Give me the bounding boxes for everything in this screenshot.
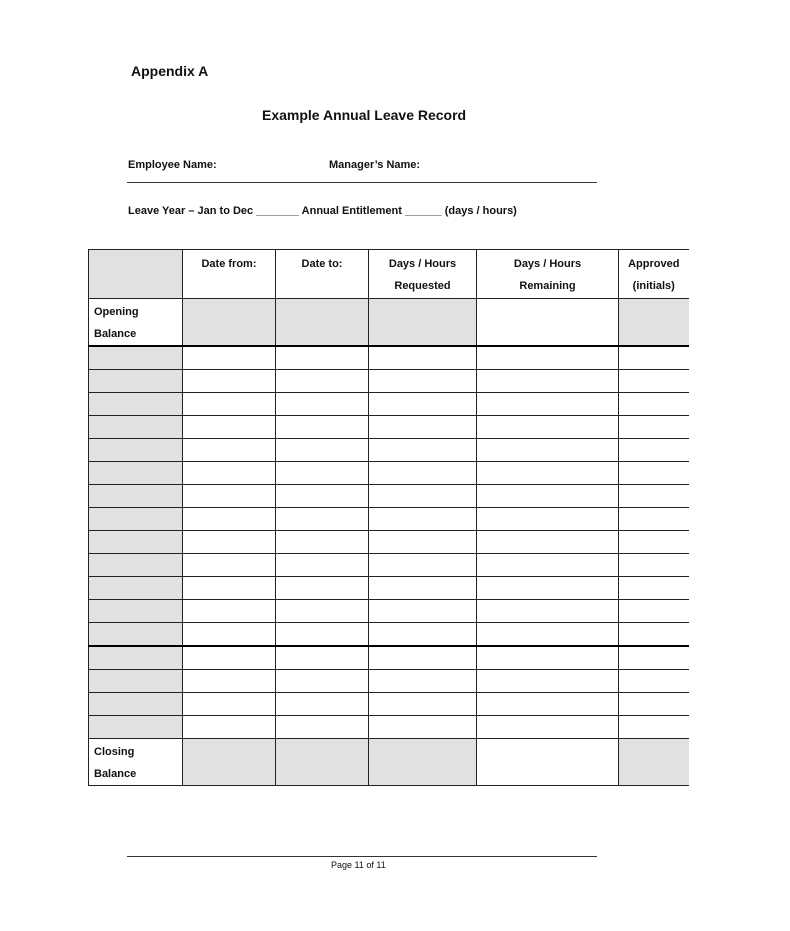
opening-line2: Balance — [94, 328, 137, 340]
opening-balance-row — [89, 299, 689, 347]
table-cell[interactable] — [183, 462, 276, 485]
table-cell[interactable] — [183, 531, 276, 554]
table-cell[interactable] — [619, 623, 689, 647]
table-cell[interactable] — [619, 462, 689, 485]
table-cell[interactable] — [369, 623, 477, 647]
table-cell[interactable] — [477, 739, 619, 786]
table-cell[interactable] — [276, 739, 369, 786]
table-cell[interactable] — [369, 554, 477, 577]
table-row — [89, 577, 689, 600]
table-row — [89, 531, 689, 554]
table-cell[interactable] — [276, 299, 369, 347]
table-cell[interactable] — [183, 623, 276, 647]
header-date-from: Date from: — [183, 250, 276, 299]
table-cell[interactable] — [183, 693, 276, 716]
table-row — [89, 508, 689, 531]
table-cell[interactable] — [619, 716, 689, 739]
table-cell[interactable] — [477, 577, 619, 600]
table-cell[interactable] — [183, 554, 276, 577]
table-cell[interactable] — [276, 623, 369, 647]
table-cell[interactable] — [183, 393, 276, 416]
page-title: Example Annual Leave Record — [262, 107, 467, 123]
table-cell[interactable] — [89, 670, 183, 693]
table-cell[interactable] — [369, 299, 477, 347]
table-cell[interactable] — [89, 623, 183, 647]
table-cell[interactable] — [619, 739, 689, 786]
table-cell[interactable] — [183, 739, 276, 786]
table-cell[interactable] — [477, 554, 619, 577]
employee-name-label: Employee Name: — [128, 159, 217, 171]
table-cell[interactable] — [276, 577, 369, 600]
table-cell[interactable] — [276, 508, 369, 531]
table-cell[interactable] — [477, 370, 619, 393]
table-row — [89, 670, 689, 693]
table-cell[interactable] — [477, 646, 619, 670]
table-cell[interactable] — [477, 531, 619, 554]
table-cell[interactable] — [619, 693, 689, 716]
table-cell[interactable] — [619, 646, 689, 670]
table-cell[interactable] — [183, 508, 276, 531]
table-cell[interactable] — [369, 716, 477, 739]
table-cell[interactable] — [477, 600, 619, 623]
table-row — [89, 716, 689, 739]
table-cell[interactable] — [619, 393, 689, 416]
table-cell[interactable] — [276, 346, 369, 370]
table-cell[interactable] — [276, 554, 369, 577]
table-cell[interactable] — [276, 600, 369, 623]
table-row — [89, 693, 689, 716]
footer-rule — [127, 856, 597, 857]
table-row — [89, 462, 689, 485]
table-row — [89, 485, 689, 508]
table-cell[interactable] — [477, 670, 619, 693]
table-cell[interactable] — [276, 416, 369, 439]
table-cell[interactable] — [369, 670, 477, 693]
table-cell[interactable] — [276, 693, 369, 716]
table-cell[interactable] — [89, 346, 183, 370]
table-cell[interactable] — [183, 485, 276, 508]
table-cell[interactable] — [183, 370, 276, 393]
table-cell[interactable] — [89, 393, 183, 416]
table-cell[interactable] — [89, 646, 183, 670]
header-blank-cell — [89, 250, 183, 299]
table-cell[interactable] — [619, 346, 689, 370]
table-cell[interactable] — [89, 716, 183, 739]
table-cell[interactable] — [276, 646, 369, 670]
table-cell[interactable] — [183, 716, 276, 739]
header-remaining-line2: Remaining — [519, 280, 576, 292]
leave-year-line: Leave Year – Jan to Dec _______ Annual Entitlement ______ (days / hours) — [128, 205, 517, 217]
table-row — [89, 416, 689, 439]
closing-balance-label — [89, 739, 183, 786]
table-cell[interactable] — [276, 531, 369, 554]
table-cell[interactable] — [183, 416, 276, 439]
closing-balance-row — [89, 739, 689, 786]
table-cell[interactable] — [477, 716, 619, 739]
table-header-row — [89, 250, 689, 299]
appendix-heading: Appendix A — [131, 63, 209, 79]
table-cell[interactable] — [276, 716, 369, 739]
table-cell[interactable] — [89, 577, 183, 600]
table-cell[interactable] — [276, 670, 369, 693]
table-row — [89, 346, 689, 370]
header-remaining-line1: Days / Hours — [513, 258, 582, 270]
table-row — [89, 439, 689, 462]
table-cell[interactable] — [369, 577, 477, 600]
header-requested-line1: Days / Hours — [388, 258, 457, 270]
table-cell[interactable] — [89, 485, 183, 508]
header-approved — [619, 250, 689, 299]
table-cell[interactable] — [276, 393, 369, 416]
closing-line1: Closing — [94, 746, 135, 758]
closing-line2: Balance — [94, 768, 137, 780]
table-cell[interactable] — [477, 462, 619, 485]
table-cell[interactable] — [477, 346, 619, 370]
table-cell[interactable] — [619, 554, 689, 577]
table-cell[interactable] — [183, 646, 276, 670]
table-cell[interactable] — [477, 693, 619, 716]
table-cell[interactable] — [477, 416, 619, 439]
header-requested-line2: Requested — [394, 280, 451, 292]
table-cell[interactable] — [369, 439, 477, 462]
table-cell[interactable] — [183, 577, 276, 600]
table-cell[interactable] — [619, 370, 689, 393]
header-approved-line2: (initials) — [632, 280, 675, 292]
table-cell[interactable] — [183, 600, 276, 623]
table-cell[interactable] — [619, 670, 689, 693]
table-cell[interactable] — [89, 439, 183, 462]
table-cell[interactable] — [369, 508, 477, 531]
table-cell[interactable] — [89, 693, 183, 716]
table-cell[interactable] — [183, 346, 276, 370]
table-cell[interactable] — [369, 600, 477, 623]
table-cell[interactable] — [369, 346, 477, 370]
table-cell[interactable] — [183, 439, 276, 462]
table-cell[interactable] — [477, 393, 619, 416]
manager-name-label: Manager’s Name: — [329, 159, 421, 171]
table-cell[interactable] — [477, 508, 619, 531]
table-row — [89, 623, 689, 647]
table-cell[interactable] — [369, 393, 477, 416]
leave-entries — [89, 346, 689, 739]
table-cell[interactable] — [477, 439, 619, 462]
table-cell[interactable] — [276, 439, 369, 462]
table-cell[interactable] — [619, 577, 689, 600]
table-row — [89, 600, 689, 623]
table-cell[interactable] — [477, 299, 619, 347]
leave-record-table — [88, 249, 689, 786]
table-cell[interactable] — [89, 370, 183, 393]
table-cell[interactable] — [276, 370, 369, 393]
header-approved-line1: Approved — [628, 258, 680, 270]
table-row — [89, 370, 689, 393]
table-cell[interactable] — [369, 370, 477, 393]
table-cell[interactable] — [276, 462, 369, 485]
page-number: Page 11 of 11 — [331, 860, 386, 870]
table-cell[interactable] — [183, 299, 276, 347]
table-cell[interactable] — [89, 508, 183, 531]
opening-line1: Opening — [94, 306, 139, 318]
table-cell[interactable] — [619, 485, 689, 508]
table-cell[interactable] — [369, 531, 477, 554]
table-cell[interactable] — [89, 600, 183, 623]
table-cell[interactable] — [89, 416, 183, 439]
table-cell[interactable] — [89, 554, 183, 577]
table-cell[interactable] — [183, 670, 276, 693]
table-cell[interactable] — [369, 416, 477, 439]
table-cell[interactable] — [477, 623, 619, 647]
table-cell[interactable] — [619, 299, 689, 347]
table-cell[interactable] — [89, 462, 183, 485]
table-cell[interactable] — [619, 439, 689, 462]
opening-balance-label — [89, 299, 183, 347]
table-cell[interactable] — [89, 531, 183, 554]
header-date-to: Date to: — [276, 250, 369, 299]
header-requested — [369, 250, 477, 299]
table-cell[interactable] — [369, 646, 477, 670]
table-cell[interactable] — [619, 600, 689, 623]
table-row — [89, 646, 689, 670]
table-cell[interactable] — [619, 416, 689, 439]
table-cell[interactable] — [619, 508, 689, 531]
table-cell[interactable] — [619, 531, 689, 554]
name-underline — [127, 182, 597, 183]
table-row — [89, 393, 689, 416]
table-cell[interactable] — [276, 485, 369, 508]
table-cell[interactable] — [369, 462, 477, 485]
table-cell[interactable] — [477, 485, 619, 508]
table-cell[interactable] — [369, 485, 477, 508]
table-cell[interactable] — [369, 693, 477, 716]
table-cell[interactable] — [369, 739, 477, 786]
table-row — [89, 554, 689, 577]
header-remaining — [477, 250, 619, 299]
